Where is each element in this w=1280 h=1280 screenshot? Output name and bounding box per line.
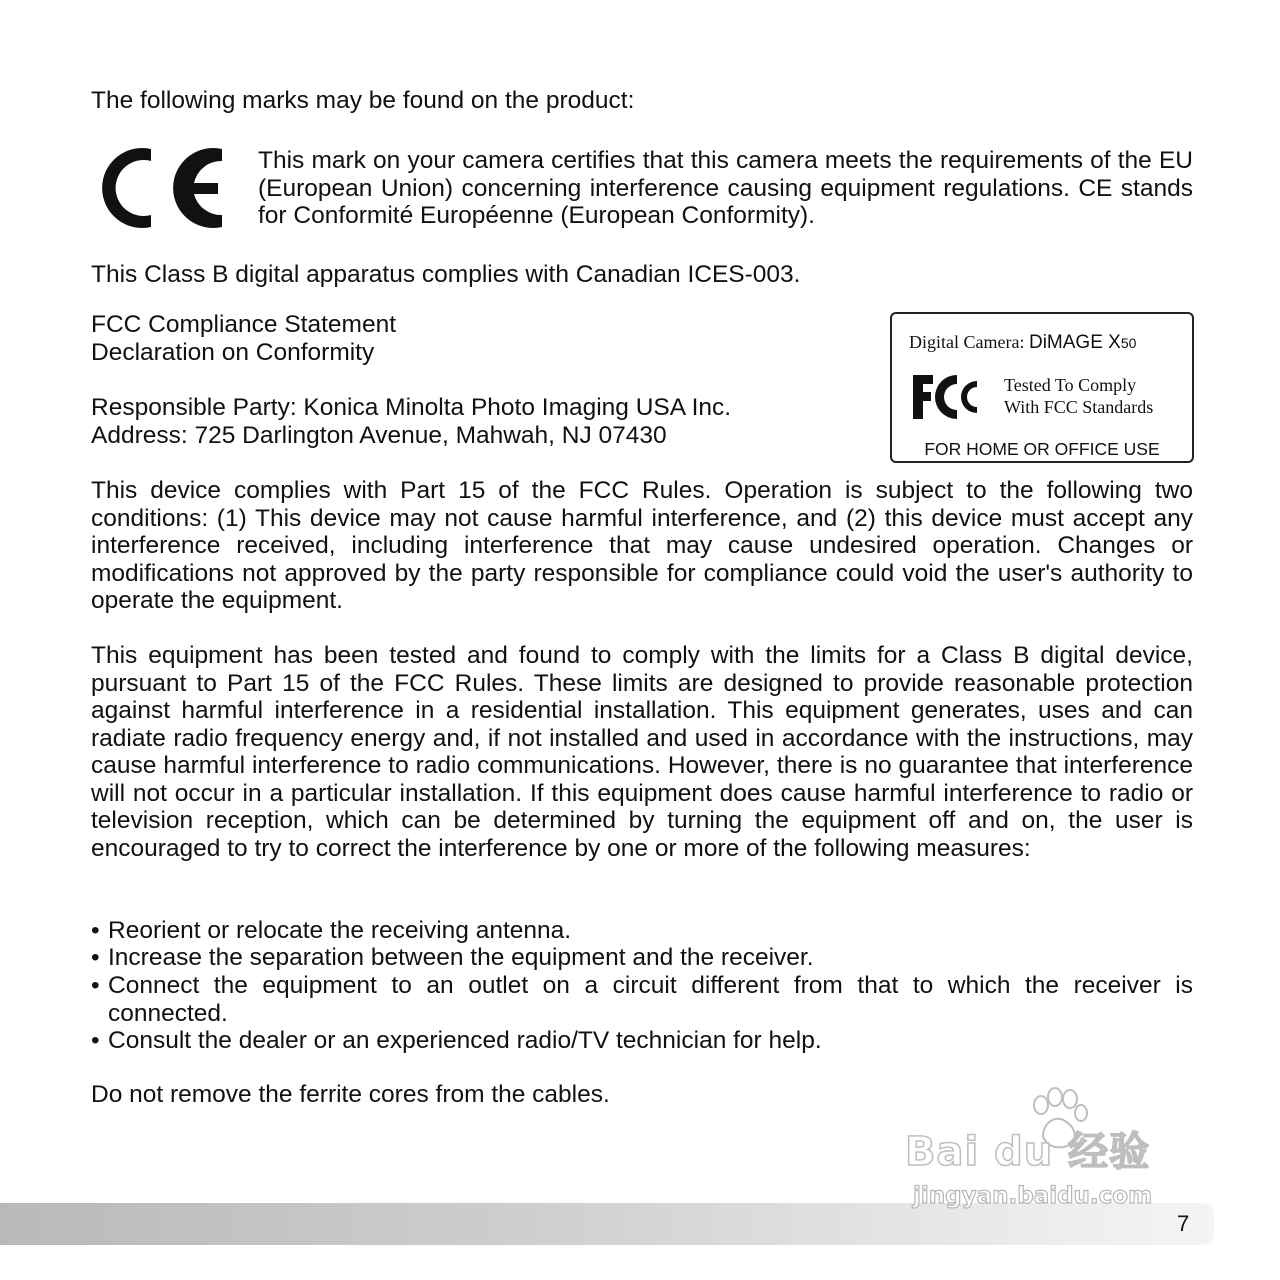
ferrite-note: Do not remove the ferrite cores from the cables.: [91, 1081, 610, 1108]
list-item: • Consult the dealer or an experienced radio/TV technician for help.: [91, 1027, 822, 1054]
fcc-camera-model: Digital Camera: DiMAGE X50: [909, 332, 1137, 353]
list-item: • Reorient or relocate the receiving antenna.: [91, 917, 572, 944]
watermark-url: jingyan.baidu.com: [913, 1183, 1153, 1209]
fcc-statement-title: FCC Compliance Statement: [91, 311, 397, 338]
fcc-home-use: FOR HOME OR OFFICE USE: [924, 439, 1160, 459]
baidu-watermark: [905, 1085, 1205, 1235]
intro-text: The following marks may be found on the product:: [91, 87, 635, 114]
fcc-label: [890, 312, 1194, 463]
fcc-logo: [911, 372, 979, 422]
device-paragraph: This device complies with Part 15 of the FCC Rules. Operation is subject to the following two conditions: (1) This device may not cause harmful interference, and (2) this device must accept any interference received, including interference that may cause undesired operation. Changes or modifications not approved by the party responsible for compliance could void the user's authority to operate the equipment.: [91, 477, 1193, 614]
bullet-dot: •: [91, 972, 100, 999]
equipment-paragraph: This equipment has been tested and found to comply with the limits for a Class B digital device, pursuant to Part 15 of the FCC Rules. These limits are designed to provide reasonable protection against harmful interference in a residential installation. This equipment generates, uses and can radiate radio frequency energy and, if not installed and used in accordance with the instructions, may cause harmful interference to radio communications. However, there is no guarantee that interference will not occur in a particular installation. If this equipment does cause harmful interference to radio or television reception, which can be determined by turning the equipment off and on, the user is encouraged to try to correct the interference by one or more of the following measures:: [91, 642, 1193, 862]
responsible-party: Responsible Party: Konica Minolta Photo Imaging USA Inc.: [91, 394, 732, 421]
responsible-address: Address: 725 Darlington Avenue, Mahwah, NJ 07430: [91, 422, 667, 449]
list-item: • Connect the equipment to an outlet on a circuit different from that to which the receiver is connected.: [91, 972, 1193, 1027]
canada-statement: This Class B digital apparatus complies with Canadian ICES-003.: [91, 261, 801, 288]
bullet-dot: •: [91, 1027, 100, 1054]
ce-description: This mark on your camera certifies that this camera meets the requirements of the EU (European Union) concerning interference causing equipment regulations. CE stands for Conformité Européenne (European Conformity).: [258, 147, 1193, 229]
list-item: • Increase the separation between the equipment and the receiver.: [91, 944, 814, 971]
page-number: 7: [1177, 1211, 1190, 1236]
ce-mark-logo: [96, 143, 228, 233]
declaration-title: Declaration on Conformity: [91, 339, 375, 366]
bullet-dot: •: [91, 944, 100, 971]
fcc-tested-text: Tested To Comply With FCC Standards: [1004, 375, 1154, 417]
watermark-brand: Bai du 经验: [905, 1129, 1151, 1175]
bullet-dot: •: [91, 917, 100, 944]
